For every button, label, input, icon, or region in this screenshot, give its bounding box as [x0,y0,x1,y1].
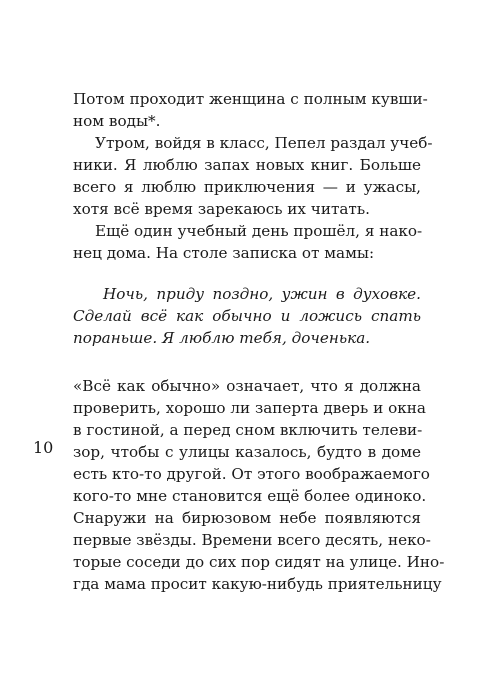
note-line: пораньше. Я люблю тебя, доченька. [73,329,371,347]
paragraph [73,220,421,264]
text-line: торые соседи до сих пор сидят на улице. Ино- [73,553,445,571]
text-line: нец дома. На столе записка от мамы: [73,244,375,262]
paragraph [73,132,433,220]
spacer [73,349,421,375]
text-line: зор, чтобы с улицы казалось, будто в доме [73,443,421,461]
text-line: хотя всё время зарекаюсь их читать. [73,200,370,218]
paragraph [73,88,428,132]
text-line: всего я люблю приключения — и ужасы, [73,178,421,196]
mother-note [73,283,421,349]
text-line: ники. Я люблю запах новых книг. Больше [73,156,421,174]
note-line: Сделай всё как обычно и ложись спать [73,307,421,325]
text-line: проверить, хорошо ли заперта дверь и окна [73,399,426,417]
text-line: Утром, войдя в класс, Пепел раздал учеб- [95,134,433,152]
text-line: «Всё как обычно» означает, что я должна [73,377,421,395]
text-line: Снаружи на бирюзовом небе появляются [73,509,421,527]
text-line: Ещё один учебный день прошёл, я нако- [95,222,423,240]
text-line: первые звёзды. Времени всего десять, неко- [73,531,431,549]
text-line: в гостиной, а перед сном включить телеви- [73,421,423,439]
page-number: 10 [33,438,54,457]
note-line: Ночь, приду поздно, ужин в духовке. [103,285,421,303]
paragraph [73,375,445,595]
text-line: есть кто-то другой. От этого воображаемого [73,465,430,483]
text-line: Потом проходит женщина с полным кувши- [73,90,428,108]
text-line: кого-то мне становится ещё более одиноко. [73,487,427,505]
text-line: ном воды*. [73,112,161,130]
spacer [73,264,421,283]
page-text [73,88,445,595]
text-line: гда мама просит какую-нибудь приятельницу [73,575,442,593]
